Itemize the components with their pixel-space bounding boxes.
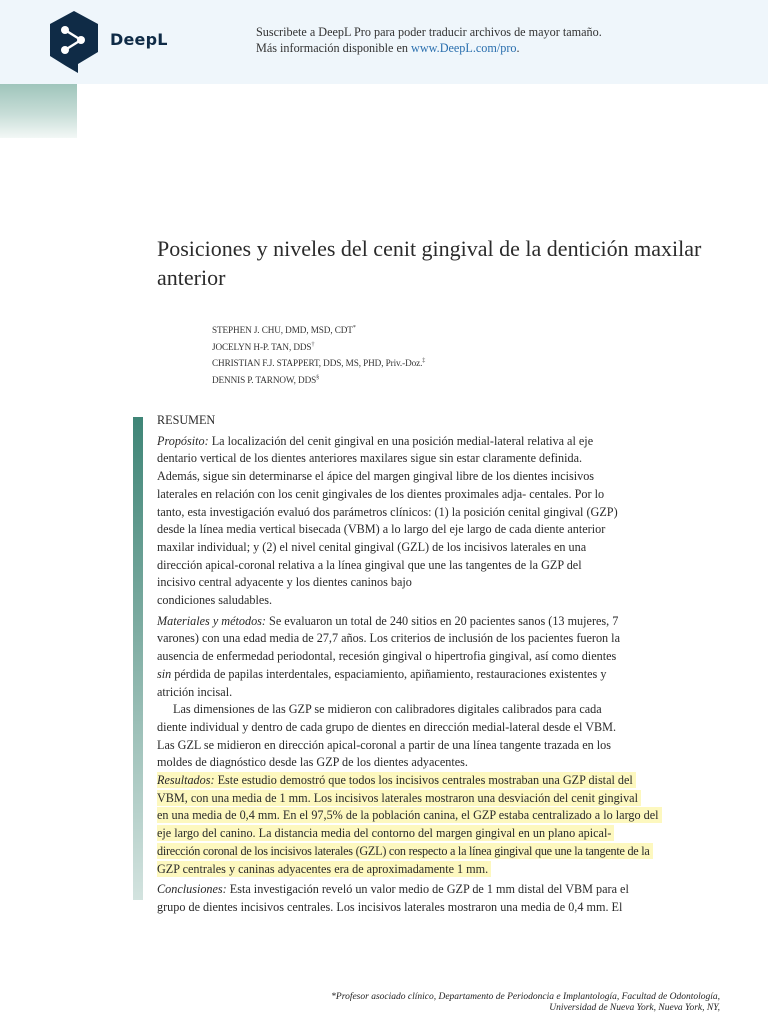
highlighted-text: VBM, con una media de 1 mm. Los incisivos laterales mostraron una desviación del cenit gingival [157, 790, 641, 806]
highlighted-text: GZP centrales y caninas adyacentes era de aproximadamente 1 mm. [157, 861, 491, 877]
promo-line-1: Suscribete a DeepL Pro para poder traducir archivos de mayor tamaño. [256, 25, 602, 39]
text-line: ausencia de enfermedad periodontal, recesión gingival o hipertrofia gingival, así como dientes [157, 649, 617, 664]
section-label-conclusiones: Conclusiones: [157, 882, 227, 897]
text-line [157, 666, 757, 684]
text-line: atrición incisal. [157, 684, 233, 699]
text-line: tanto, esta investigación evaluó dos parámetros clínicos: (1) la posición cenital gingival (GZP) [157, 504, 618, 519]
author-item [212, 338, 425, 355]
text-line: Las dimensiones de las GZP se midieron con calibradores digitales calibrados para cada [173, 702, 602, 717]
affiliation-mark: § [316, 374, 320, 381]
text-span: Esta investigación reveló un valor medio de GZP de 1 mm distal del VBM para el [226, 882, 629, 897]
text-line: diente individual y dentro de cada grupo de dientes en dirección medial-lateral desde el VBM. [157, 719, 617, 734]
abstract-accent-bar [133, 417, 143, 900]
author-name: CHRISTIAN F.J. STAPPERT, DDS, MS, PHD, Priv.-Doz. [212, 358, 423, 369]
text-line [157, 433, 757, 451]
deepl-pro-link[interactable]: www.DeepL.com/pro [411, 41, 517, 55]
text-span: pérdida de papilas interdentales, espaciamiento, apiñamiento, restauraciones existentes y [171, 666, 607, 681]
footnote-line-1: *Profesor asociado clínico, Departamento de Periodoncia e Implantología, Facultad de Odontología, [331, 992, 720, 1002]
abstract-heading: RESUMEN [157, 413, 216, 427]
text-span: La localización del cenit gingival en una posición medial-lateral relativa al eje [208, 433, 594, 448]
highlighted-text [157, 772, 636, 788]
deepl-logo-icon [48, 10, 100, 74]
promo-line-2-suffix: . [516, 41, 520, 55]
logo-text: DeepL [110, 29, 168, 49]
author-list [212, 321, 425, 387]
section-label-materiales: Materiales y métodos: [157, 613, 266, 628]
author-name: STEPHEN J. CHU, DMD, MSD, CDT [212, 325, 353, 336]
deepl-banner [0, 0, 768, 84]
deepl-logo[interactable] [48, 10, 168, 74]
text-line [157, 861, 757, 879]
text-line: condiciones saludables. [157, 593, 273, 608]
text-line [157, 807, 757, 825]
text-line [157, 825, 757, 843]
abstract-mediciones [157, 701, 757, 772]
section-label-resultados: Resultados: [157, 773, 215, 788]
author-name: DENNIS P. TARNOW, DDS [212, 374, 317, 385]
affiliation-mark: † [311, 341, 315, 348]
abstract-section [157, 412, 757, 917]
text-line [157, 881, 757, 899]
abstract-proposito [157, 433, 757, 610]
text-line: varones) con una edad media de 27,7 años. Los criterios de inclusión de los pacientes fueron la [157, 631, 620, 646]
author-item [212, 321, 425, 338]
text-line: incisivo central adyacente y los dientes caninos bajo [157, 575, 412, 590]
text-span: Se evaluaron un total de 240 sitios en 20 pacientes sanos (13 mujeres, 7 [266, 613, 619, 628]
highlighted-text: dirección coronal de los incisivos laterales (GZL) con respecto a la línea gingival que une la tangente de la [157, 843, 653, 859]
author-item [212, 371, 425, 388]
section-label-proposito: Propósito: [157, 433, 209, 448]
text-line [157, 613, 757, 631]
promo-line-2 [256, 40, 602, 56]
abstract-materiales [157, 613, 757, 702]
abstract-conclusiones [157, 881, 757, 916]
text-span: Este estudio demostró que todos los incisivos centrales mostraban una GZP distal del [214, 773, 633, 788]
affiliation-mark: ‡ [422, 358, 426, 365]
highlighted-text: en una media de 0,4 mm. En el 97,5% de la población canina, el GZP estaba centralizado a lo largo del [157, 807, 662, 823]
text-line: maxilar individual; y (2) el nivel cenital gingival (GZL) de los incisivos laterales en una [157, 539, 587, 554]
text-line: dirección apical-coronal relativa a la línea gingival que une las tangentes de la GZP del [157, 557, 582, 572]
promo-line-2-prefix: Más información disponible en [256, 41, 412, 55]
text-line: dentario vertical de los dientes anteriores maxilares sigue sin estar claramente definida. [157, 451, 583, 466]
text-line: desde la línea media vertical bisecada (VBM) a lo largo del eje largo de cada diente anterior [157, 522, 606, 537]
footnote-line-2: Universidad de Nueva York, Nueva York, NY, [549, 1003, 720, 1013]
abstract-resultados [157, 772, 757, 878]
affiliation-footnote [331, 992, 720, 1014]
promo-message [256, 24, 602, 56]
document-title: Posiciones y niveles del cenit gingival de la dentición maxilar anterior [157, 236, 702, 290]
text-line: grupo de dientes incisivos centrales. Los incisivos laterales mostraron una media de 0,4 mm. El [157, 899, 623, 914]
text-line [157, 843, 757, 861]
italic-word: sin [157, 666, 172, 681]
affiliation-mark: * [352, 325, 356, 331]
highlighted-text: eje largo del canino. La distancia media del contorno del margen gingival en un plano apical- [157, 825, 614, 841]
text-line [157, 772, 757, 790]
text-line: Además, sigue sin determinarse el ápice del margen gingival libre de los dientes incisivos [157, 469, 595, 484]
text-line: laterales en relación con los cenit gingivales de los dientes proximales adja- centales. Por lo [157, 486, 605, 501]
decorative-gradient-block [0, 84, 77, 138]
author-name: JOCELYN H-P. TAN, DDS [212, 341, 312, 352]
author-item [212, 354, 425, 371]
text-line [157, 790, 757, 808]
text-line: moldes de diagnóstico desde las GZP de los dientes adyacentes. [157, 755, 468, 770]
text-line: Las GZL se midieron en dirección apical-coronal a partir de una línea tangente trazada en los [157, 737, 612, 752]
